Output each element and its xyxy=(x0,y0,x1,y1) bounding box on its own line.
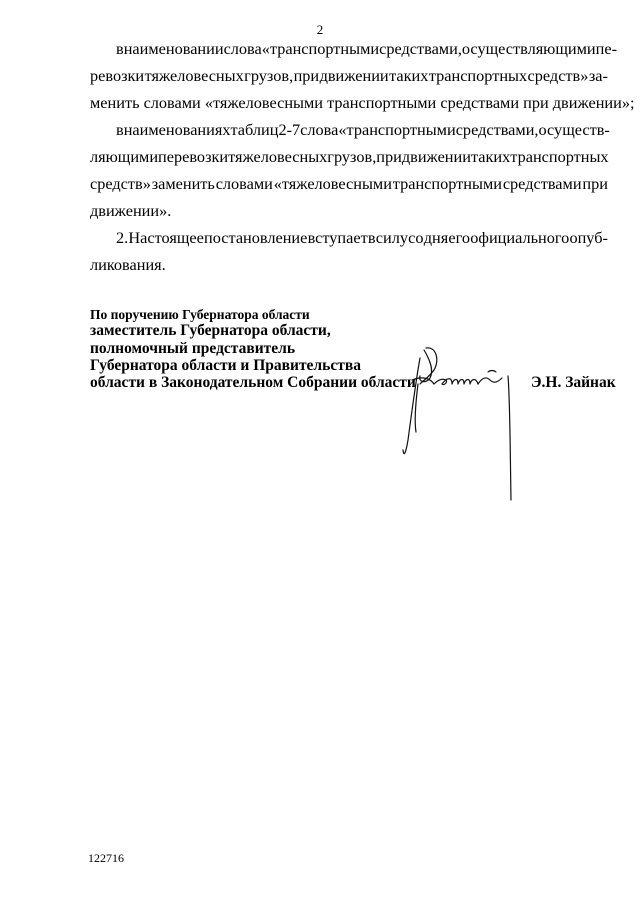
word: средств» xyxy=(527,66,589,85)
word: при xyxy=(293,66,320,85)
body-line: ликования. xyxy=(90,255,166,274)
word: грузов, xyxy=(327,147,377,166)
word: 2-7 xyxy=(278,120,301,139)
body-line xyxy=(90,67,608,85)
word: наименованиях xyxy=(123,120,231,139)
word: вступает xyxy=(307,228,368,247)
word: слова xyxy=(223,39,262,58)
signatory-title-line: полномочный представитель xyxy=(90,340,296,357)
body-line xyxy=(90,175,608,193)
word: средствами xyxy=(502,174,582,193)
word: дня xyxy=(423,228,449,247)
signature-block-intro: По поручению Губернатора области xyxy=(90,307,310,322)
word: тяжеловесных xyxy=(144,66,244,85)
word: наименовании xyxy=(123,39,224,58)
word: средствами, xyxy=(379,39,462,58)
word: тяжеловесных xyxy=(228,147,328,166)
word: в xyxy=(116,39,124,58)
word: пе- xyxy=(595,39,617,58)
word: со xyxy=(408,228,424,247)
word: движении xyxy=(401,147,471,166)
word: ляющими xyxy=(90,147,159,166)
word: транспортных xyxy=(428,66,528,85)
document-code: 122716 xyxy=(88,851,124,865)
word: грузов, xyxy=(244,66,294,85)
body-line xyxy=(90,148,608,166)
word: при xyxy=(582,174,608,193)
word: официального xyxy=(470,228,570,247)
signatory-title-line: Губернатора области и Правительства xyxy=(90,357,361,374)
body-line xyxy=(116,229,608,247)
signatory-title-line: области в Законодательном Собрании области xyxy=(90,374,416,391)
word: движении xyxy=(319,66,389,85)
body-line xyxy=(116,39,617,58)
word: заменить xyxy=(151,174,215,193)
word: постановление xyxy=(204,228,308,247)
word: «тяжеловесными xyxy=(273,174,392,193)
word: его xyxy=(448,228,471,247)
word: в xyxy=(116,120,124,139)
word: средствами, xyxy=(455,120,539,139)
word: «транспортными xyxy=(261,39,380,58)
body-line: менить словами «тяжеловесными транспортными средствами при движении»; xyxy=(90,93,635,112)
word: таблиц xyxy=(230,120,279,139)
word: опуб- xyxy=(569,228,608,247)
signer-name: Э.Н. Зайнак xyxy=(531,374,616,391)
word: перевозки xyxy=(158,147,229,166)
word: словами xyxy=(215,174,273,193)
body-line xyxy=(116,121,608,139)
word: осуществ- xyxy=(538,120,610,139)
word: за- xyxy=(588,66,608,85)
word: слова xyxy=(300,120,339,139)
word: средств» xyxy=(90,174,151,193)
word: при xyxy=(376,147,402,166)
word: транспортными xyxy=(392,174,502,193)
word: таких xyxy=(389,66,429,85)
word: «транспортными xyxy=(338,120,456,139)
handwritten-signature xyxy=(390,340,530,505)
word: в xyxy=(367,228,376,247)
word: таких xyxy=(470,147,511,166)
word: Настоящее xyxy=(128,228,204,247)
word: 2. xyxy=(116,228,129,247)
signatory-title-line: заместитель Губернатора области, xyxy=(90,322,331,339)
word: силу xyxy=(375,228,408,247)
body-line: движении». xyxy=(90,201,172,220)
word: осуществляющими xyxy=(461,39,596,58)
page-number: 2 xyxy=(316,22,324,37)
word: ревозки xyxy=(90,66,145,85)
word: транспортных xyxy=(510,147,609,166)
